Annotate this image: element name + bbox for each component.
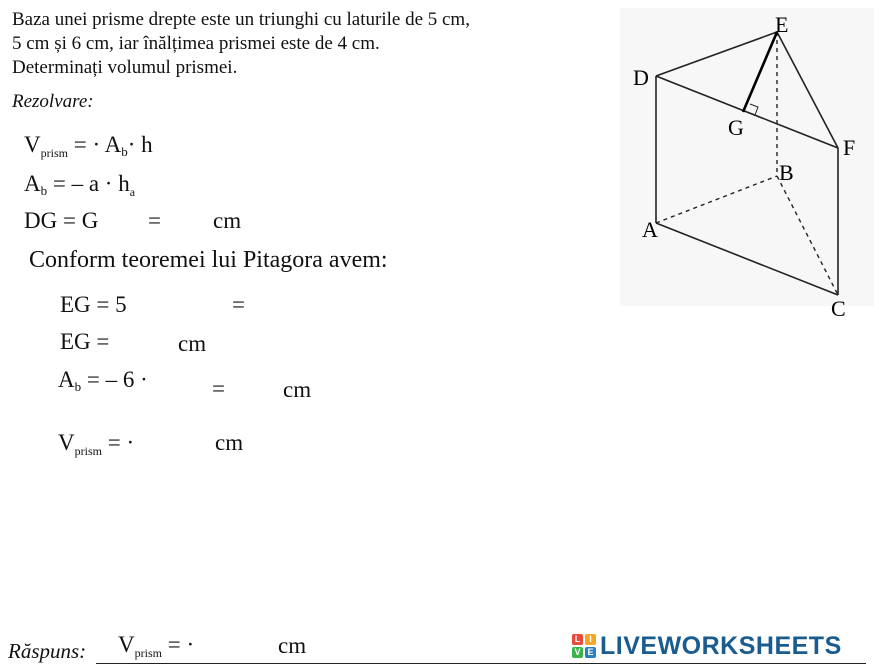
eg-line-1: EG = 5 [60, 292, 127, 317]
eg-unit: cm [178, 331, 207, 356]
formula-text: = – a · h [52, 171, 130, 196]
answer-unit: cm [278, 633, 307, 658]
problem-statement [12, 8, 600, 80]
v-symbol: V [58, 430, 75, 455]
point-label-a: A [642, 217, 658, 242]
v-subscript: prism [134, 646, 162, 660]
formula-tail: · h [127, 132, 153, 157]
answer-label: Răspuns: [8, 639, 87, 663]
formula-text: = – 6 · [86, 367, 148, 392]
point-label-f: F [843, 135, 856, 160]
ab-symbol: A [24, 171, 41, 196]
point-label-c: C [831, 296, 846, 321]
v-symbol: V [24, 132, 41, 157]
logo-letter-l: L [572, 634, 583, 645]
problem-line-2: 5 cm și 6 cm, iar înălțimea prismei este de 4 cm. [12, 33, 380, 54]
liveworksheets-logo-icon [572, 634, 596, 658]
formula-text: = · A [73, 132, 122, 157]
point-label-g: G [728, 115, 744, 140]
point-label-d: D [633, 65, 649, 90]
liveworksheets-logo [572, 633, 842, 659]
formula-text: = · [107, 430, 135, 455]
solution-heading: Rezolvare: [12, 91, 94, 112]
ha-subscript: a [129, 185, 136, 199]
ab-subscript: b [74, 379, 82, 394]
ab-unit: cm [283, 377, 312, 402]
dg-line: DG = G [24, 208, 99, 233]
volume-formula [24, 132, 153, 161]
logo-letter-v: V [572, 647, 583, 658]
volume-calc [58, 430, 134, 459]
eg-equals-1: = [232, 292, 245, 317]
answer-underline [96, 663, 866, 664]
answer-equals: = · [167, 632, 195, 657]
v-subscript: prism [74, 444, 102, 458]
v-symbol: V [118, 632, 135, 657]
dg-unit: cm [213, 208, 242, 233]
v-subscript: prism [40, 146, 68, 160]
answer-formula [118, 632, 194, 661]
base-area-calc [58, 367, 148, 395]
dg-equals: = [148, 208, 161, 233]
problem-line-1: Baza unei prisme drepte este un triunghi cu laturile de 5 cm, [12, 9, 470, 30]
logo-text: LIVEWORKSHEETS [600, 631, 842, 660]
base-area-formula [24, 171, 135, 200]
ab-equals: = [212, 376, 225, 401]
point-label-e: E [775, 12, 789, 37]
eg-line-2: EG = [60, 329, 110, 354]
logo-letter-e: E [585, 647, 596, 658]
ab-subscript: b [121, 144, 128, 159]
ab-symbol: A [58, 367, 75, 392]
pythagoras-sentence: Conform teoremei lui Pitagora avem: [29, 247, 388, 273]
point-label-b: B [779, 160, 794, 185]
problem-line-3: Determinați volumul prismei. [12, 57, 238, 78]
prism-figure [618, 8, 876, 321]
volume-unit: cm [215, 430, 244, 455]
ab-subscript: b [40, 183, 48, 198]
logo-letter-i: I [585, 634, 596, 645]
figure-background [620, 8, 874, 306]
